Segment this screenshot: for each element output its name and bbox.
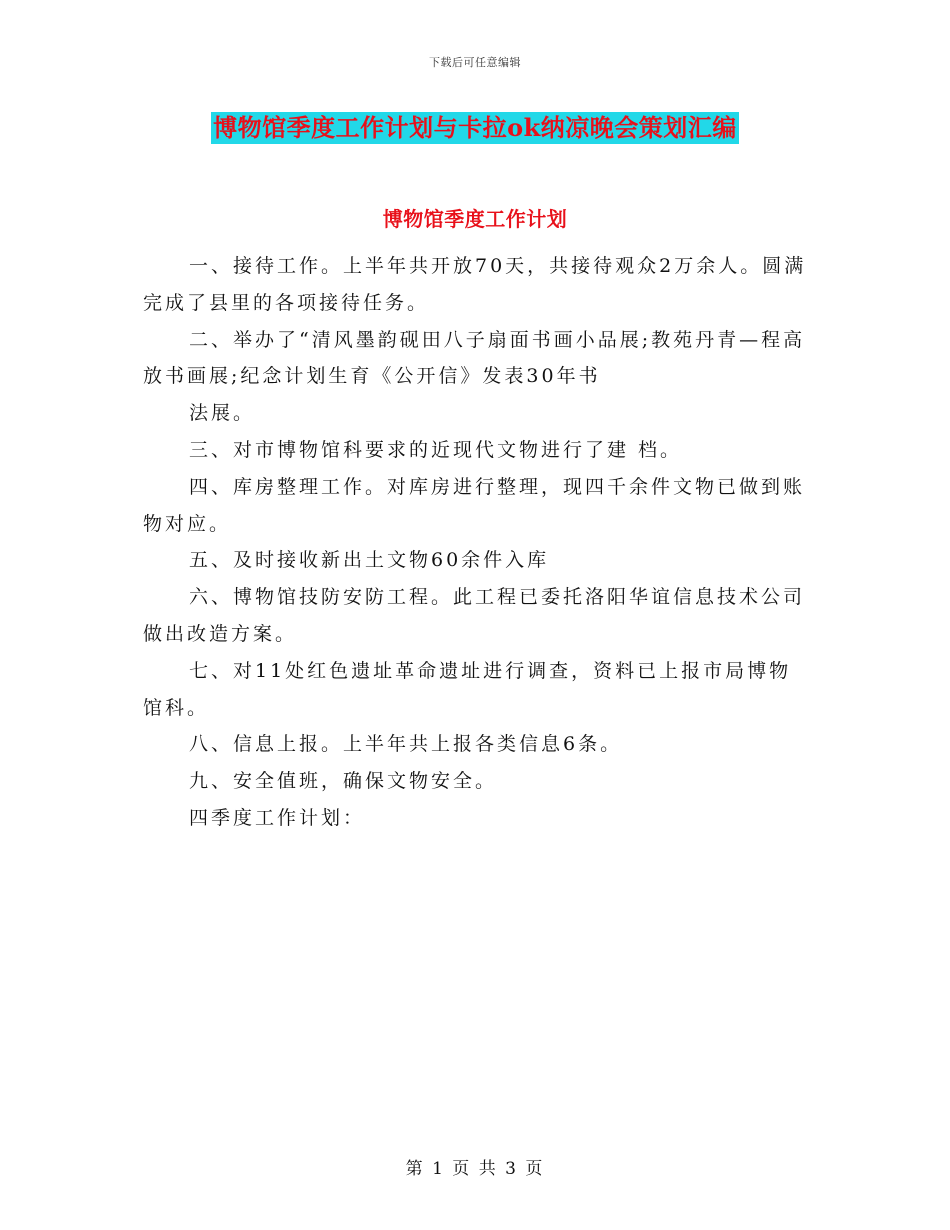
paragraph: 九、安全值班，确保文物安全。 [189,770,498,793]
paragraph: 一、接待工作。上半年共开放70天，共接待观众2万余人。圆满完成了县里的各项接待任务。 [143,255,807,314]
paragraph: 八、信息上报。上半年共上报各类信息6条。 [189,733,623,756]
document-title-container [0,112,950,144]
section-title: 博物馆季度工作计划 [382,207,568,231]
paragraph: 法展。 [189,402,256,425]
document-title: 博物馆季度工作计划与卡拉ok纳凉晚会策划汇编 [213,113,737,142]
paragraph: 四季度工作计划： [189,806,366,829]
paragraph: 七、对11处红色遗址革命遗址进行调查，资料已上报市局博物馆科。 [143,659,792,719]
paragraph: 三、对市博物馆科要求的近现代文物进行了建 档。 [189,438,683,461]
paragraph: 五、及时接收新出土文物60余件入库 [189,549,550,572]
page-header-note: 下载后可任意编辑 [429,56,521,69]
paragraph: 二、举办了“清风墨韵砚田八子扇面书画小品展;教苑丹青—程高放书画展;纪念计划生育《公开信》发表30年书 [143,328,806,388]
paragraph: 四、库房整理工作。对库房进行整理，现四千余件文物已做到账物对应。 [143,475,806,535]
page-number-footer: 第 1 页 共 3 页 [405,1159,545,1179]
paragraph: 六、博物馆技防安防工程。此工程已委托洛阳华谊信息技术公司做出改造方案。 [143,586,806,645]
document-body [143,248,808,837]
